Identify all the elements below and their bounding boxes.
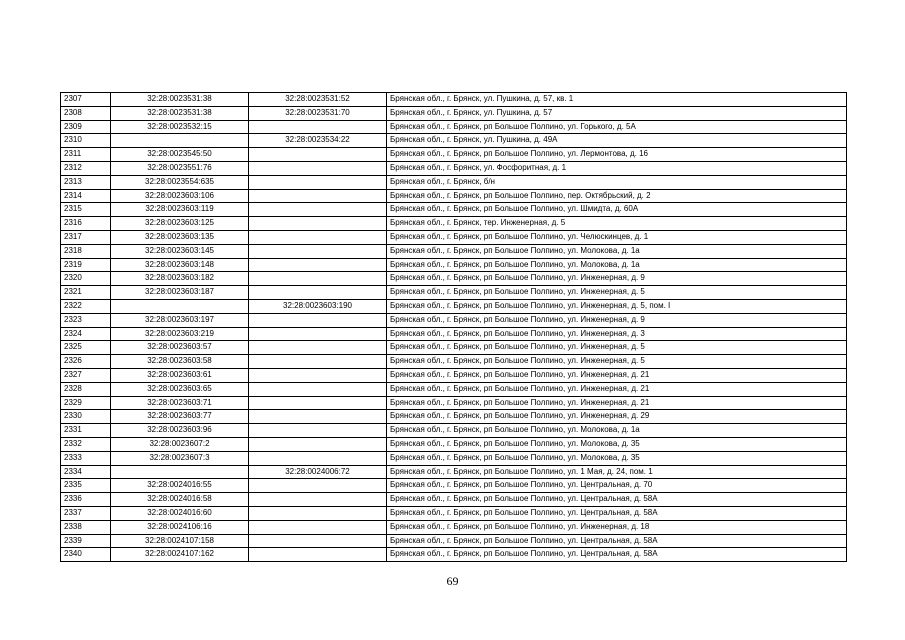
table-row bbox=[61, 148, 847, 162]
address-cell: Брянская обл., г. Брянск, б/н bbox=[387, 175, 847, 189]
linked-cadastral-number-cell bbox=[249, 382, 387, 396]
linked-cadastral-number-cell bbox=[249, 313, 387, 327]
row-number-cell: 2332 bbox=[61, 437, 111, 451]
table-row bbox=[61, 120, 847, 134]
row-number-cell: 2337 bbox=[61, 506, 111, 520]
address-cell: Брянская обл., г. Брянск, рп Большое Полпино, ул. Центральная, д. 58А bbox=[387, 506, 847, 520]
row-number-cell: 2328 bbox=[61, 382, 111, 396]
row-number-cell: 2334 bbox=[61, 465, 111, 479]
table-row bbox=[61, 161, 847, 175]
table-row bbox=[61, 506, 847, 520]
linked-cadastral-number-cell bbox=[249, 272, 387, 286]
cadastral-number-cell: 32:28:0023603:119 bbox=[111, 203, 249, 217]
address-cell: Брянская обл., г. Брянск, рп Большое Полпино, ул. Инженерная, д. 29 bbox=[387, 410, 847, 424]
table-row bbox=[61, 465, 847, 479]
table-row bbox=[61, 258, 847, 272]
table-row bbox=[61, 493, 847, 507]
address-cell: Брянская обл., г. Брянск, рп Большое Полпино, пер. Октябрьский, д. 2 bbox=[387, 189, 847, 203]
address-cell: Брянская обл., г. Брянск, рп Большое Полпино, ул. Центральная, д. 70 bbox=[387, 479, 847, 493]
linked-cadastral-number-cell: 32:28:0023534:22 bbox=[249, 134, 387, 148]
table-row bbox=[61, 134, 847, 148]
address-cell: Брянская обл., г. Брянск, рп Большое Полпино, ул. Центральная, д. 58А bbox=[387, 548, 847, 562]
row-number-cell: 2308 bbox=[61, 106, 111, 120]
address-cell: Брянская обл., г. Брянск, рп Большое Полпино, ул. 1 Мая, д. 24, пом. 1 bbox=[387, 465, 847, 479]
cadastral-number-cell: 32:28:0024016:55 bbox=[111, 479, 249, 493]
linked-cadastral-number-cell bbox=[249, 493, 387, 507]
table-row bbox=[61, 548, 847, 562]
address-cell: Брянская обл., г. Брянск, рп Большое Полпино, ул. Инженерная, д. 5 bbox=[387, 286, 847, 300]
linked-cadastral-number-cell bbox=[249, 120, 387, 134]
cadastral-number-cell: 32:28:0023603:106 bbox=[111, 189, 249, 203]
table-row bbox=[61, 93, 847, 107]
linked-cadastral-number-cell bbox=[249, 479, 387, 493]
row-number-cell: 2314 bbox=[61, 189, 111, 203]
row-number-cell: 2307 bbox=[61, 93, 111, 107]
linked-cadastral-number-cell bbox=[249, 410, 387, 424]
row-number-cell: 2331 bbox=[61, 424, 111, 438]
address-cell: Брянская обл., г. Брянск, рп Большое Полпино, ул. Шмидта, д. 60А bbox=[387, 203, 847, 217]
linked-cadastral-number-cell bbox=[249, 451, 387, 465]
linked-cadastral-number-cell bbox=[249, 286, 387, 300]
row-number-cell: 2317 bbox=[61, 230, 111, 244]
cadastral-number-cell bbox=[111, 465, 249, 479]
address-cell: Брянская обл., г. Брянск, рп Большое Полпино, ул. Инженерная, д. 5, пом. I bbox=[387, 299, 847, 313]
cadastral-number-cell: 32:28:0024016:60 bbox=[111, 506, 249, 520]
table-body bbox=[61, 93, 847, 562]
cadastral-number-cell: 32:28:0023607:2 bbox=[111, 437, 249, 451]
cadastral-number-cell: 32:28:0023603:71 bbox=[111, 396, 249, 410]
linked-cadastral-number-cell bbox=[249, 327, 387, 341]
row-number-cell: 2326 bbox=[61, 355, 111, 369]
cadastral-number-cell: 32:28:0023603:187 bbox=[111, 286, 249, 300]
cadastral-number-cell: 32:28:0023603:182 bbox=[111, 272, 249, 286]
address-cell: Брянская обл., г. Брянск, рп Большое Полпино, ул. Инженерная, д. 5 bbox=[387, 341, 847, 355]
linked-cadastral-number-cell bbox=[249, 244, 387, 258]
linked-cadastral-number-cell bbox=[249, 175, 387, 189]
address-cell: Брянская обл., г. Брянск, рп Большое Полпино, ул. Инженерная, д. 21 bbox=[387, 382, 847, 396]
address-cell: Брянская обл., г. Брянск, тер. Инженерная, д. 5 bbox=[387, 217, 847, 231]
cadastral-number-cell: 32:28:0023603:77 bbox=[111, 410, 249, 424]
table-row bbox=[61, 534, 847, 548]
linked-cadastral-number-cell bbox=[249, 520, 387, 534]
linked-cadastral-number-cell: 32:28:0023603:190 bbox=[249, 299, 387, 313]
row-number-cell: 2340 bbox=[61, 548, 111, 562]
cadastral-number-cell: 32:28:0023532:15 bbox=[111, 120, 249, 134]
table-row bbox=[61, 217, 847, 231]
linked-cadastral-number-cell bbox=[249, 203, 387, 217]
row-number-cell: 2310 bbox=[61, 134, 111, 148]
cadastral-number-cell: 32:28:0023603:58 bbox=[111, 355, 249, 369]
table-row bbox=[61, 437, 847, 451]
page-number: 69 bbox=[446, 574, 459, 588]
cadastral-number-cell: 32:28:0024107:162 bbox=[111, 548, 249, 562]
table-row bbox=[61, 520, 847, 534]
address-cell: Брянская обл., г. Брянск, рп Большое Полпино, ул. Центральная, д. 58А bbox=[387, 534, 847, 548]
table-row bbox=[61, 451, 847, 465]
linked-cadastral-number-cell bbox=[249, 217, 387, 231]
table-row bbox=[61, 313, 847, 327]
linked-cadastral-number-cell: 32:28:0023531:70 bbox=[249, 106, 387, 120]
table-row bbox=[61, 203, 847, 217]
table-row bbox=[61, 272, 847, 286]
row-number-cell: 2336 bbox=[61, 493, 111, 507]
address-cell: Брянская обл., г. Брянск, рп Большое Полпино, ул. Молокова, д. 1а bbox=[387, 258, 847, 272]
table-row bbox=[61, 424, 847, 438]
table-row bbox=[61, 244, 847, 258]
linked-cadastral-number-cell bbox=[249, 355, 387, 369]
address-cell: Брянская обл., г. Брянск, ул. Фосфоритная, д. 1 bbox=[387, 161, 847, 175]
address-cell: Брянская обл., г. Брянск, рп Большое Полпино, ул. Инженерная, д. 5 bbox=[387, 355, 847, 369]
address-cell: Брянская обл., г. Брянск, рп Большое Полпино, ул. Молокова, д. 1а bbox=[387, 244, 847, 258]
linked-cadastral-number-cell bbox=[249, 161, 387, 175]
linked-cadastral-number-cell bbox=[249, 548, 387, 562]
row-number-cell: 2316 bbox=[61, 217, 111, 231]
address-cell: Брянская обл., г. Брянск, ул. Пушкина, д. 49А bbox=[387, 134, 847, 148]
cadastral-number-cell: 32:28:0023554:635 bbox=[111, 175, 249, 189]
linked-cadastral-number-cell bbox=[249, 230, 387, 244]
table-row bbox=[61, 479, 847, 493]
table-row bbox=[61, 368, 847, 382]
cadastral-number-cell: 32:28:0023603:96 bbox=[111, 424, 249, 438]
row-number-cell: 2339 bbox=[61, 534, 111, 548]
linked-cadastral-number-cell bbox=[249, 189, 387, 203]
cadastral-number-cell: 32:28:0023603:125 bbox=[111, 217, 249, 231]
cadastral-number-cell: 32:28:0024107:158 bbox=[111, 534, 249, 548]
row-number-cell: 2318 bbox=[61, 244, 111, 258]
address-cell: Брянская обл., г. Брянск, рп Большое Полпино, ул. Инженерная, д. 21 bbox=[387, 368, 847, 382]
cadastral-number-cell: 32:28:0023603:148 bbox=[111, 258, 249, 272]
table-row bbox=[61, 286, 847, 300]
row-number-cell: 2312 bbox=[61, 161, 111, 175]
cadastral-number-cell: 32:28:0023607:3 bbox=[111, 451, 249, 465]
cadastral-number-cell: 32:28:0023545:50 bbox=[111, 148, 249, 162]
linked-cadastral-number-cell: 32:28:0023531:52 bbox=[249, 93, 387, 107]
row-number-cell: 2325 bbox=[61, 341, 111, 355]
address-cell: Брянская обл., г. Брянск, рп Большое Полпино, ул. Инженерная, д. 9 bbox=[387, 313, 847, 327]
cadastral-number-cell bbox=[111, 299, 249, 313]
linked-cadastral-number-cell bbox=[249, 258, 387, 272]
row-number-cell: 2324 bbox=[61, 327, 111, 341]
row-number-cell: 2319 bbox=[61, 258, 111, 272]
table-row bbox=[61, 189, 847, 203]
row-number-cell: 2309 bbox=[61, 120, 111, 134]
row-number-cell: 2327 bbox=[61, 368, 111, 382]
row-number-cell: 2311 bbox=[61, 148, 111, 162]
cadastral-number-cell bbox=[111, 134, 249, 148]
linked-cadastral-number-cell bbox=[249, 424, 387, 438]
row-number-cell: 2338 bbox=[61, 520, 111, 534]
linked-cadastral-number-cell bbox=[249, 368, 387, 382]
linked-cadastral-number-cell bbox=[249, 396, 387, 410]
row-number-cell: 2333 bbox=[61, 451, 111, 465]
table-row bbox=[61, 382, 847, 396]
table-row bbox=[61, 355, 847, 369]
linked-cadastral-number-cell bbox=[249, 148, 387, 162]
row-number-cell: 2323 bbox=[61, 313, 111, 327]
row-number-cell: 2322 bbox=[61, 299, 111, 313]
address-cell: Брянская обл., г. Брянск, рп Большое Полпино, ул. Молокова, д. 35 bbox=[387, 437, 847, 451]
row-number-cell: 2321 bbox=[61, 286, 111, 300]
cadastral-number-cell: 32:28:0023551:76 bbox=[111, 161, 249, 175]
table-row bbox=[61, 299, 847, 313]
cadastral-number-cell: 32:28:0023603:197 bbox=[111, 313, 249, 327]
property-register-table bbox=[60, 92, 847, 562]
linked-cadastral-number-cell bbox=[249, 341, 387, 355]
address-cell: Брянская обл., г. Брянск, рп Большое Полпино, ул. Инженерная, д. 18 bbox=[387, 520, 847, 534]
address-cell: Брянская обл., г. Брянск, рп Большое Полпино, ул. Инженерная, д. 3 bbox=[387, 327, 847, 341]
cadastral-number-cell: 32:28:0023603:219 bbox=[111, 327, 249, 341]
table-row bbox=[61, 410, 847, 424]
cadastral-number-cell: 32:28:0024106:16 bbox=[111, 520, 249, 534]
address-cell: Брянская обл., г. Брянск, рп Большое Полпино, ул. Инженерная, д. 9 bbox=[387, 272, 847, 286]
table-row bbox=[61, 396, 847, 410]
linked-cadastral-number-cell bbox=[249, 506, 387, 520]
linked-cadastral-number-cell bbox=[249, 534, 387, 548]
row-number-cell: 2313 bbox=[61, 175, 111, 189]
address-cell: Брянская обл., г. Брянск, рп Большое Полпино, ул. Горького, д. 5А bbox=[387, 120, 847, 134]
cadastral-number-cell: 32:28:0023603:135 bbox=[111, 230, 249, 244]
cadastral-number-cell: 32:28:0023603:65 bbox=[111, 382, 249, 396]
row-number-cell: 2330 bbox=[61, 410, 111, 424]
table-row bbox=[61, 341, 847, 355]
table-row bbox=[61, 106, 847, 120]
cadastral-number-cell: 32:28:0024016:58 bbox=[111, 493, 249, 507]
cadastral-number-cell: 32:28:0023603:145 bbox=[111, 244, 249, 258]
address-cell: Брянская обл., г. Брянск, рп Большое Полпино, ул. Лермонтова, д. 16 bbox=[387, 148, 847, 162]
linked-cadastral-number-cell bbox=[249, 437, 387, 451]
row-number-cell: 2329 bbox=[61, 396, 111, 410]
address-cell: Брянская обл., г. Брянск, ул. Пушкина, д. 57 bbox=[387, 106, 847, 120]
linked-cadastral-number-cell: 32:28:0024006:72 bbox=[249, 465, 387, 479]
table-row bbox=[61, 175, 847, 189]
address-cell: Брянская обл., г. Брянск, рп Большое Полпино, ул. Молокова, д. 35 bbox=[387, 451, 847, 465]
table-row bbox=[61, 230, 847, 244]
row-number-cell: 2315 bbox=[61, 203, 111, 217]
address-cell: Брянская обл., г. Брянск, рп Большое Полпино, ул. Инженерная, д. 21 bbox=[387, 396, 847, 410]
row-number-cell: 2320 bbox=[61, 272, 111, 286]
row-number-cell: 2335 bbox=[61, 479, 111, 493]
address-cell: Брянская обл., г. Брянск, рп Большое Полпино, ул. Молокова, д. 1а bbox=[387, 424, 847, 438]
address-cell: Брянская обл., г. Брянск, рп Большое Полпино, ул. Центральная, д. 58А bbox=[387, 493, 847, 507]
cadastral-number-cell: 32:28:0023531:38 bbox=[111, 93, 249, 107]
address-cell: Брянская обл., г. Брянск, ул. Пушкина, д. 57, кв. 1 bbox=[387, 93, 847, 107]
cadastral-number-cell: 32:28:0023603:57 bbox=[111, 341, 249, 355]
cadastral-number-cell: 32:28:0023531:38 bbox=[111, 106, 249, 120]
address-cell: Брянская обл., г. Брянск, рп Большое Полпино, ул. Челюскинцев, д. 1 bbox=[387, 230, 847, 244]
cadastral-number-cell: 32:28:0023603:61 bbox=[111, 368, 249, 382]
table-row bbox=[61, 327, 847, 341]
